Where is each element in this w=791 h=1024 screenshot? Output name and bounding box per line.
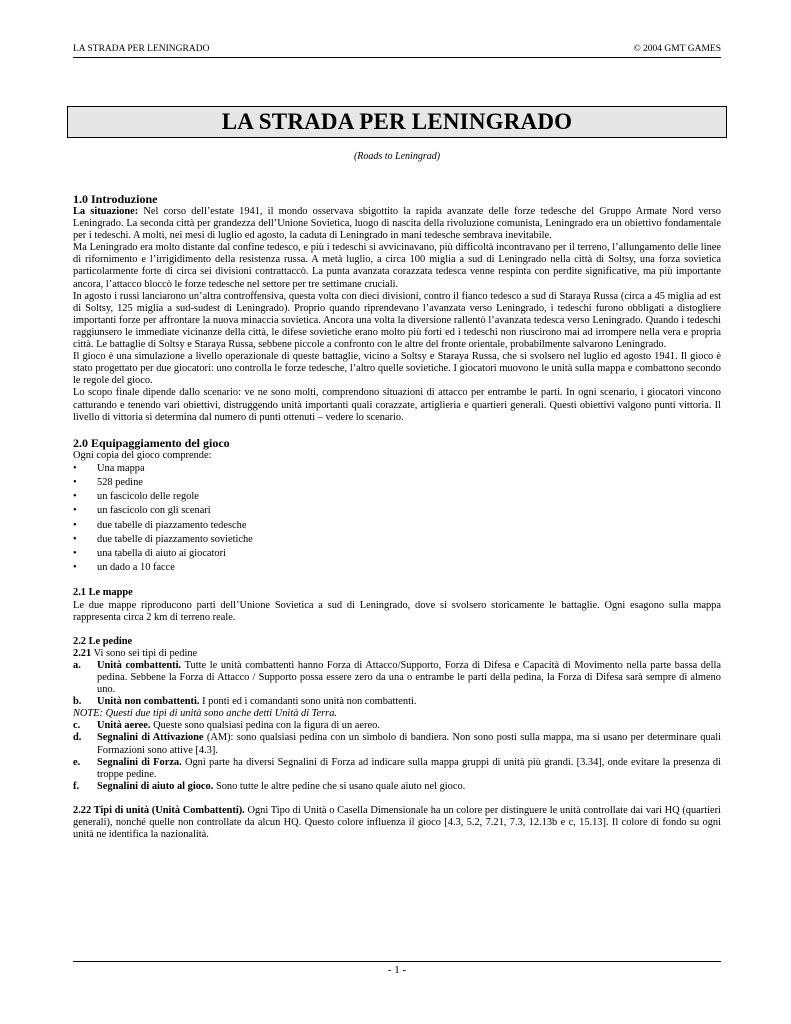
rule-item-c (73, 720, 721, 732)
rule-item-f (73, 781, 721, 793)
header-title: LA STRADA PER LENINGRADO (73, 44, 210, 54)
bullet-icon: • (73, 462, 77, 474)
body-content (73, 192, 721, 841)
paragraph (73, 805, 721, 841)
item-text: I ponti ed i comandanti sono unità non combattenti. (199, 696, 417, 708)
list-item-text: due tabelle di piazzamento sovietiche (97, 533, 253, 545)
list-item-text: Una mappa (97, 462, 145, 474)
rule-item-a (73, 660, 721, 696)
item-text: Queste sono qualsiasi pedina con la figura di un aereo. (150, 720, 380, 732)
rule-number: 2.21 (73, 647, 92, 659)
header-copyright: © 2004 GMT GAMES (633, 44, 721, 54)
paragraph: Ma Leningrado era molto distante dal confine tedesco, e più i tedeschi si avvicinavano, più difficoltà incontravano per il terreno, l’allungamento delle linee di rifornimento e l’irrigidimento della resistenza russa. A metà luglio, a circa 100 miglia a sud di Leningrado nella città di Soltsy, una forza sovietica particolarmente forte di circa sei divisioni contrattaccò. La punta avanzata corazzata tedesca venne respinta con perdite significative, ma più importante ancora, l’attacco bloccò le forze tedesche nel settore per tre settimane cruciali. (73, 242, 721, 290)
page-title: LA STRADA PER LENINGRADO (221, 109, 573, 134)
bullet-icon: • (73, 519, 77, 531)
item-text: Sono tutte le altre pedine che si usano quale aiuto nel gioco. (213, 780, 466, 792)
rule-text: Ogni Tipo di Unità o Casella Dimensionale ha un colore per distinguere le unità controllate dai vari HQ (quartieri generali), nonché quelle non controllate da alcun HQ. Questo colore influenza il gioco [4.3, 5.2, 7.21, 7.3, 12.13b e c, 15.13]. Il colore di fondo su ogni unità ne identifica la nazionalità. (73, 804, 721, 841)
situation-label: La situazione: (73, 206, 139, 217)
item-label: Unità aeree. (97, 720, 151, 732)
bullet-icon: • (73, 491, 77, 503)
paragraph: Il gioco è una simulazione a livello operazionale di queste battaglie, vicino a Soltsy e Staraya Russa, che si svolsero nel luglio ed agosto 1941. Il gioco è stato progettato per due giocatori: uno controlla le forze tedesche, l’altro quelle sovietiche. I giocatori muovono le unità sulla mappa e combattono secondo le regole del gioco. (73, 351, 721, 387)
components-list (73, 462, 721, 576)
list-item-text: un dado a 10 facce (97, 562, 175, 574)
rule-item-d (73, 732, 721, 756)
item-text: Tutte le unità combattenti hanno Forza di Attacco/Supporto, Forza di Difesa e Capacità di Movimento nella parte bassa della pedina. Sebbene la Forza di Attacco / Supporto possa essere zero da una o entrambe le parti della pedina, la Forza di Difesa sarà sempre di almeno uno. (97, 659, 721, 696)
rule-label: 2.22 Tipi di unità (Unità Combattenti). (73, 804, 245, 816)
list-item (73, 519, 721, 533)
item-label: Unità non combattenti. (97, 696, 200, 708)
list-item (73, 490, 721, 504)
item-key: d. (73, 732, 82, 744)
bullet-icon: • (73, 562, 77, 574)
item-key: c. (73, 720, 81, 732)
section-heading-2-0: 2.0 Equipaggiamento del gioco (73, 435, 230, 450)
list-item (73, 476, 721, 490)
situation-text: Nel corso dell’estate 1941, il mondo osservava sbigottito la rapida avanzate delle forze tedesche del Gruppo Armate Nord verso Leningrado. La seconda città per grandezza dell’Unione Sovietica, luogo di nascita della rivoluzione comunista, Leningrado era un obiettivo fondamentale per i tedeschi. A molti, nei mesi di luglio ed agosto, la caduta di Leningrado in mani tedesche sembrava inevitabile. (73, 206, 721, 242)
item-label: Segnalini di aiuto al gioco. (97, 780, 214, 792)
running-header (73, 44, 721, 58)
list-item (73, 547, 721, 561)
page-number: - 1 - (387, 964, 407, 976)
bullet-icon: • (73, 476, 77, 488)
paragraph: Le due mappe riproducono parti dell’Unione Sovietica a sud di Leningrado, dove si svolsero storicamente le battaglie. Ogni esagono sulla mappa rappresenta circa 2 km di terreno reale. (73, 599, 721, 623)
page-subtitle: (Roads to Leningrad) (353, 151, 441, 162)
section-heading-1-0: 1.0 Introduzione (73, 192, 158, 206)
item-text: Ogni parte ha diversi Segnalini di Forza ad indicare sulla mappa gruppi di unità più grandi. [3.34], onde evitare la presenza di troppe pedine. (97, 756, 721, 780)
item-text: (AM): sono qualsiasi pedina con un simbolo di bandiera. Non sono posti sulla mappa, ma si usano per determinare quali Formazioni sono attive [4.3]. (97, 732, 721, 756)
footer-divider (73, 961, 721, 962)
bullet-icon: • (73, 533, 77, 545)
paragraph (73, 206, 721, 242)
item-key: b. (73, 696, 82, 708)
paragraph: In agosto i russi lanciarono un’altra controffensiva, questa volta con dieci divisioni, contro il fianco tedesco a sud di Staraya Russa (circa a 45 miglia ad est di Soltsy, 125 miglia a sud-sudest di Leningrado). Proprio quando riprendevano l’avanzata verso Leningrado, i tedeschi furono obbligati a distogliere importanti forze per affrontare la nuova minaccia sovietica. Ancora una volta la diversione rallentò l’avanzata tedesca verso Leningrado. Quando i tedeschi raggiunsero le immediate vicinanze della città, le difese sovietiche erano molto più forti ed i tedeschi non riuscirono mai ad irrompere nella vera e propria città. Le battaglie di Soltsy e Staraya Russa, sebbene piccole a confronto con le altre del fronte orientale, probabilmente salvarono Leningrado. (73, 290, 721, 351)
section-heading-2-1: 2.1 Le mappe (73, 587, 133, 599)
bullet-icon: • (73, 505, 77, 517)
list-item (73, 533, 721, 547)
paragraph (73, 648, 721, 660)
rule-item-e (73, 757, 721, 781)
rule-text: Vi sono sei tipi di pedine (91, 647, 198, 659)
item-key: e. (73, 756, 81, 768)
list-item-text: un fascicolo delle regole (97, 491, 199, 503)
list-item-text: un fascicolo con gli scenari (97, 505, 211, 517)
list-intro: Ogni copia del gioco comprende: (73, 449, 212, 461)
item-key: a. (73, 659, 81, 671)
item-label: Unità combattenti. (97, 659, 182, 671)
list-item (73, 504, 721, 518)
list-item (73, 462, 721, 476)
item-label: Segnalini di Forza. (97, 756, 182, 768)
list-item-text: 528 pedine (97, 476, 143, 488)
section-heading-2-2: 2.2 Le pedine (73, 635, 133, 647)
item-label: Segnalini di Attivazione (97, 732, 204, 744)
title-box (67, 106, 727, 138)
note-text: NOTE: Questi due tipi di unità sono anche detti Unità di Terra. (73, 708, 337, 720)
rule-item-b (73, 696, 721, 708)
list-item-text: una tabella di aiuto ai giocatori (97, 548, 226, 559)
paragraph: Lo scopo finale dipende dallo scenario: ve ne sono molti, comprendono situazioni di attacco per entrambe le parti. In ogni scenario, i giocatori vincono catturando e tenendo vari obiettivi, distruggendo unità importanti quali corazzate, artiglieria e quartieri generali. Questi obiettivi valgono punti vittoria. Il livello di vittoria si determina dal numero di punti ottenuti – vedere lo scenario. (73, 387, 721, 423)
list-item-text: due tabelle di piazzamento tedesche (97, 519, 247, 531)
item-key: f. (73, 780, 80, 792)
list-item (73, 561, 721, 575)
bullet-icon: • (73, 548, 77, 559)
